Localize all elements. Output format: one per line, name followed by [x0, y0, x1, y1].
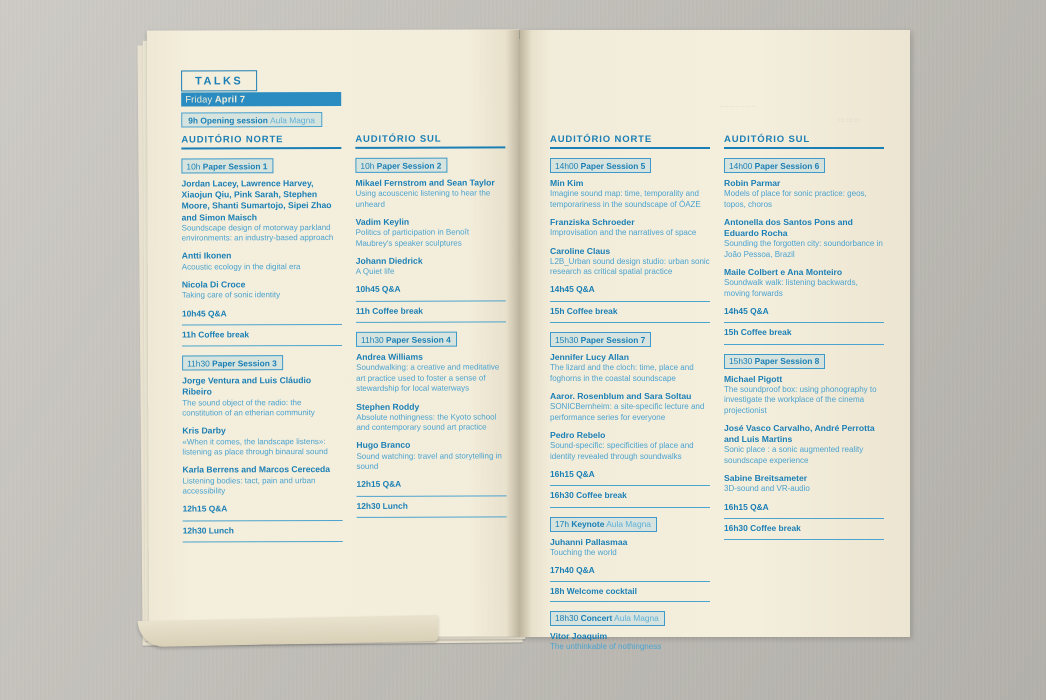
schedule-entry	[550, 537, 710, 559]
entry-title: Soundwalking: a creative and meditative art practice used to foster a sense of stewardship for local waterways	[356, 362, 500, 394]
schedule-entry	[550, 352, 710, 384]
column-header: AUDITÓRIO SUL	[724, 134, 884, 149]
session-label: Keynote	[571, 519, 605, 530]
schedule-entry	[724, 473, 884, 495]
schedule-note: 14h45 Q&A	[550, 284, 595, 295]
session-time: 14h00	[555, 160, 581, 171]
schedule-entry	[356, 352, 506, 395]
entry-title: Listening bodies: tact, pain and urban accessibility	[182, 475, 316, 496]
schedule-entry	[724, 374, 884, 416]
column-auditorio-norte-am	[181, 134, 342, 543]
schedule-entry	[550, 178, 710, 210]
entry-title: Sound-specific: specificities of place and identity revealed through soundwalks	[550, 441, 694, 461]
opening-time: 9h	[188, 114, 199, 126]
entry-speakers: Robin Parmar	[724, 178, 781, 188]
session-time: 11h30	[361, 334, 387, 345]
talks-badge: TALKS	[181, 70, 257, 91]
entry-speakers: Maile Colbert e Ana Monteiro	[724, 267, 843, 278]
schedule-note: 18h Welcome cocktail	[550, 585, 637, 596]
entry-speakers: Hugo Branco	[356, 440, 411, 451]
schedule-note: 11h Coffee break	[181, 329, 250, 340]
divider	[183, 541, 343, 543]
column-auditorio-sul-am	[355, 133, 506, 518]
entry-speakers: Min Kim	[550, 178, 584, 188]
entry-title: 3D-sound and VR-audio	[724, 484, 810, 494]
divider	[724, 322, 884, 323]
entry-speakers: Jennifer Lucy Allan	[550, 352, 629, 363]
opening-venue: Aula Magna	[270, 114, 315, 125]
schedule-note: 12h30 Lunch	[356, 500, 408, 511]
divider	[183, 520, 343, 522]
keynote-bar	[550, 611, 665, 626]
session-venue: Aula Magna	[612, 613, 659, 624]
schedule-entry	[182, 279, 342, 301]
entry-title: Soundwalk walk: listening backwards, moving forwards	[724, 278, 858, 298]
entry-title: The soundproof box: using phonography to investigate the workplace of the cinema projectionist	[724, 384, 877, 415]
schedule-note: 10h45 Q&A	[181, 307, 227, 319]
schedule-note: 16h15 Q&A	[550, 469, 595, 480]
divider	[357, 495, 507, 497]
entry-title: Politics of participation in Benoît Maubrey's speaker sculptures	[355, 227, 470, 248]
entry-speakers: Kris Darby	[182, 425, 226, 436]
schedule-entry	[550, 391, 710, 423]
session-label: Paper Session 1	[202, 160, 268, 171]
divider	[550, 581, 710, 582]
divider	[724, 518, 884, 519]
schedule-note: 12h15 Q&A	[356, 479, 402, 490]
schedule-note: 12h15 Q&A	[182, 503, 228, 514]
column-header: AUDITÓRIO NORTE	[550, 134, 710, 149]
ghost-mark: _______	[720, 100, 758, 107]
session-label: Paper Session 3	[212, 357, 277, 369]
date-value: April 7	[214, 93, 246, 105]
entry-speakers: José Vasco Carvalho, André Perrotta and Luis Martins	[724, 423, 875, 445]
entry-speakers: Nicola Di Croce	[181, 279, 246, 290]
column-auditorio-norte-pm	[550, 134, 710, 660]
entry-speakers: Juhanni Pallasmaa	[550, 536, 628, 547]
divider	[550, 485, 710, 486]
session-time: 11h30	[187, 358, 213, 369]
entry-speakers: Andrea Williams	[356, 351, 423, 363]
right-page	[520, 30, 910, 652]
date-label	[185, 93, 245, 104]
entry-speakers: Antonella dos Santos Pons and Eduardo Rocha	[724, 216, 853, 239]
schedule-note: 15h Coffee break	[550, 305, 618, 316]
entry-title: L2B_Urban sound design studio: urban sonic research as critical spatial practice	[550, 256, 710, 277]
schedule-note: 16h15 Q&A	[724, 501, 769, 512]
entry-title: Sound watching: travel and storytelling in sound	[356, 451, 502, 471]
entry-speakers: Pedro Rebelo	[550, 430, 606, 441]
entry-title: Acoustic ecology in the digital era	[181, 261, 301, 272]
entry-title: The unthinkable of nothingness	[550, 642, 662, 652]
entry-title: SONICBernheim: a site-specific lecture and performance series for everyone	[550, 402, 705, 422]
schedule-entry	[550, 430, 710, 462]
schedule-entry	[724, 267, 884, 299]
session-label: Paper Session 4	[386, 334, 451, 345]
schedule-entry	[724, 423, 884, 466]
opening-session	[181, 112, 322, 127]
schedule-entry	[182, 425, 342, 458]
entry-title: «When it comes, the landscape listens»: listening as place through binaural sound	[182, 436, 328, 457]
column-header: AUDITÓRIO SUL	[355, 133, 505, 149]
entry-title: Absolute nothingness: the Kyoto school and contemporary sound art practice	[356, 412, 497, 432]
session-time: 15h30	[729, 356, 755, 367]
session-label: Paper Session 6	[754, 160, 820, 171]
entry-speakers: Johann Diedrick	[355, 255, 423, 266]
entry-title: Sonic place : a sonic augmented reality soundscape experience	[724, 445, 864, 465]
schedule-entry	[181, 178, 341, 244]
entry-speakers: Mikael Fernstrom and Sean Taylor	[355, 177, 495, 188]
schedule-note: 10h45 Q&A	[355, 284, 401, 295]
divider	[357, 516, 507, 518]
schedule-entry	[355, 177, 505, 209]
session-label: Concert	[580, 613, 613, 624]
session-label: Paper Session 5	[580, 160, 646, 171]
schedule-note: 11h Coffee break	[355, 305, 423, 316]
schedule-entry	[182, 464, 342, 497]
session-time: 15h30	[555, 334, 581, 345]
schedule-entry	[356, 401, 506, 433]
session-label: Paper Session 8	[754, 356, 820, 367]
entry-speakers: Franziska Schroeder	[550, 216, 635, 227]
session-venue: Aula Magna	[604, 519, 651, 530]
entry-speakers: Caroline Claus	[550, 245, 611, 256]
entry-speakers: Sabine Breitsameter	[724, 473, 808, 484]
entry-title: Soundscape design of motorway parkland environments: an industry-based approach	[181, 222, 334, 243]
session-time: 10h	[360, 160, 377, 171]
session-time: 14h00	[729, 160, 755, 171]
schedule-entry	[550, 217, 710, 239]
schedule-entry	[550, 631, 710, 653]
entry-speakers: Stephen Roddy	[356, 401, 420, 412]
schedule-note: 14h45 Q&A	[724, 306, 769, 317]
divider	[550, 301, 710, 302]
entry-speakers: Michael Pigott	[724, 373, 783, 384]
session-bar	[356, 332, 457, 347]
schedule-entry	[182, 250, 342, 272]
schedule-note: 16h30 Coffee break	[550, 490, 627, 501]
entry-speakers: Jordan Lacey, Lawrence Harvey, Xiaojun Qiu, Pink Sarah, Stephen Moore, Shanti Sumartojo, Sipei Zhao and Simon Maisch	[181, 178, 332, 223]
entry-speakers: Jorge Ventura and Luis Cláudio Ribeiro	[182, 375, 312, 397]
schedule-note: 15h Coffee break	[724, 327, 792, 338]
entry-title: Using acouscenic listening to hear the unheard	[355, 188, 491, 209]
opening-label: Opening session	[200, 114, 268, 125]
session-bar	[181, 158, 273, 173]
schedule-entry	[182, 375, 342, 419]
divider	[182, 345, 342, 347]
entry-speakers: Antti Ikonen	[181, 250, 232, 261]
entry-title: Sounding the forgotten city: soundorbance in João Pessoa, Brazil	[724, 239, 883, 259]
entry-title: The lizard and the cloch: time, place and foghorns in the coastal soundscape	[550, 363, 694, 383]
schedule-entry	[356, 216, 506, 248]
session-bar	[724, 354, 825, 369]
keynote-bar	[550, 517, 657, 532]
schedule-entry	[550, 246, 710, 278]
schedule-note: 16h30 Coffee break	[724, 523, 801, 534]
divider	[550, 601, 710, 602]
entry-title: Touching the world	[550, 547, 617, 557]
schedule-entry	[356, 440, 506, 472]
entry-speakers: Vadim Keylin	[355, 216, 410, 227]
session-bar	[182, 355, 283, 370]
schedule-note: 12h30 Lunch	[182, 525, 234, 536]
session-time: 18h30	[555, 613, 581, 624]
schedule-entry	[356, 255, 506, 277]
session-bar	[355, 158, 447, 173]
session-time: 10h	[186, 160, 203, 172]
session-bar	[724, 158, 825, 173]
date-day: Friday	[185, 93, 213, 105]
session-label: Paper Session 2	[376, 160, 442, 171]
entry-title: Imagine sound map: time, temporality and temporariness in the soundscape of ÓAZE	[550, 189, 701, 209]
entry-title: Improvisation and the narratives of space	[550, 228, 697, 238]
entry-speakers: Karla Berrens and Marcos Cereceda	[182, 464, 331, 475]
divider	[356, 300, 506, 302]
left-page	[147, 29, 521, 637]
ghost-mark: ▭▭▭	[838, 117, 863, 124]
entry-title: Models of place for sonic practice: geos, topos, choros	[724, 189, 867, 209]
session-bar	[550, 332, 651, 347]
schedule-entry	[724, 178, 884, 210]
session-time: 17h	[555, 519, 572, 530]
divider	[550, 322, 710, 323]
schedule-note: 17h40 Q&A	[550, 565, 595, 576]
entry-title: A Quiet life	[355, 266, 395, 277]
divider	[182, 324, 342, 326]
divider	[724, 344, 884, 345]
divider	[356, 322, 506, 324]
column-auditorio-sul-pm	[724, 134, 884, 540]
session-label: Paper Session 7	[580, 334, 646, 345]
schedule-entry	[724, 217, 884, 260]
entry-speakers: Vitor Joaquim	[550, 630, 608, 641]
booklet	[128, 30, 918, 655]
entry-title: Taking care of sonic identity	[181, 290, 281, 300]
session-bar	[550, 158, 651, 173]
column-header: AUDITÓRIO NORTE	[181, 134, 341, 150]
entry-title: The sound object of the radio: the constitution of an etherian community	[182, 397, 315, 418]
divider	[550, 507, 710, 508]
entry-speakers: Aaror. Rosenblum and Sara Soltau	[550, 391, 692, 402]
divider	[724, 539, 884, 540]
